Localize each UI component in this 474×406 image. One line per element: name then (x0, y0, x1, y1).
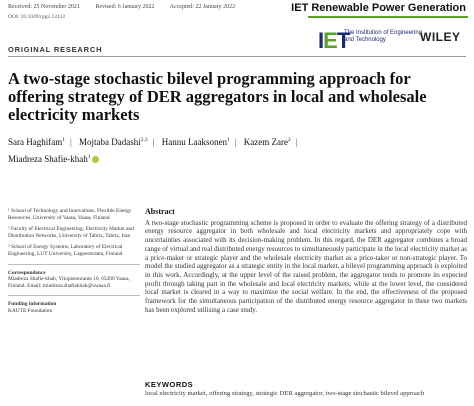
article-type: ORIGINAL RESEARCH (8, 45, 103, 54)
author-name: Kazem Zare (243, 137, 288, 147)
author-list: Sara Haghifam$^1$ | Mojtaba Dadashi$^{2,3}$ | Hannu Laaksonen$^1$ | Kazem Zare$^2$ | Miadreza Shafie-khah$^1$ (8, 137, 298, 164)
publisher-logo: WILEY (420, 30, 461, 44)
doi-link[interactable]: DOI: 10.1049/rpg2.12412 (8, 14, 66, 20)
logo-letter-t: T (336, 28, 350, 53)
accepted-date: Accepted: 22 January 2022 (169, 4, 236, 10)
author-affil: 1 (226, 137, 230, 143)
author-3[interactable] (162, 137, 230, 147)
divider (8, 264, 140, 265)
journal-accent-line (308, 16, 468, 18)
author-4[interactable] (244, 137, 291, 147)
affiliation-1: ¹ School of Technology and Innovations, Flexible Energy Resources, University of Vaasa, Vaasa, Finland (8, 208, 132, 221)
author-affil: 2 (287, 137, 291, 143)
left-column (8, 208, 140, 315)
abstract-body: A two-stage stochastic programming scheme is proposed in order to evaluate the offering strategy of a distributed energy resource aggregator in both wholesale and local electricity markets and appropriately cope with uncertainties associated with its decision-making problem. In this regard, the DER aggregator combines a broad range of virtual and real distributed energy resources to simultaneously participate in the local electricity market as a price-maker or strategic player and the wholesale electricity market as a price-taker or non-strategic player. To model the studied aggregator as a strategic entity in the local market, a bilevel programming approach is exploited in this work. Accordingly, at the upper level of the raised problem, the aggregator tends to promote its expected profit through taking part in the wholesale and local electricity markets, while at the lower level, the considered local market is cleared in a way to maximise the social welfare. In the end, the effectiveness of the proposed framework for the simultaneous participation of the distributed energy resource aggregator in these two markets has been explored utilising a case study. (145, 218, 467, 314)
author-name: Sara Haghifam (8, 137, 63, 147)
affiliation-2: ² Faculty of Electrical Engineering, Electricity Market and Distribution Networks, University of Tabriz, Tabriz, Iran (8, 226, 134, 239)
article-dates (8, 4, 249, 10)
divider (8, 56, 466, 57)
author-2[interactable] (79, 137, 148, 147)
logo-letter-e: E (323, 28, 337, 53)
keywords-text: local electricity market, offering strategy, strategic DER aggregator, two-stage stochastic bilevel approach (145, 390, 425, 397)
revised-date: Revised: 6 January 2022 (95, 4, 155, 10)
funding-heading: Funding information (8, 301, 57, 308)
institution-name: The Institution of Engineering and Technology (344, 30, 423, 43)
author-5[interactable] (8, 154, 99, 164)
divider (8, 295, 140, 296)
author-name: Miadreza Shafie-khah (8, 154, 88, 164)
author-1[interactable] (8, 137, 65, 147)
paper-title: A two-stage stochastic bilevel programming approach for offering strategy of DER aggregators in local and wholesale electricity markets (8, 69, 427, 124)
funding-text: KAUTE Foundation (8, 307, 53, 314)
abstract-heading: Abstract (145, 207, 175, 216)
correspondence-text: Miadreza Shafie-khah, Yliopistonranta 10, 65200 Vaasa, Finland. Email: miadreza.shafiekhah@uwasa.fi (8, 276, 130, 289)
journal-name: IET Renewable Power Generation (291, 2, 466, 14)
orcid-icon[interactable] (92, 156, 99, 163)
correspondence-heading: Correspondence (8, 269, 46, 276)
author-affil: 1 (87, 154, 91, 160)
author-affil: 1 (62, 137, 65, 143)
abstract-section (145, 208, 467, 314)
keywords-heading: KEYWORDS (145, 380, 194, 389)
affiliation-3: ³ School of Energy Systems, Laboratory of Electrical Engineering, LUT University, Lappeenranta, Finland (8, 244, 123, 257)
author-name: Hannu Laaksonen (161, 137, 227, 147)
author-name: Mojtaba Dadashi (79, 137, 141, 147)
logo-letter-i: I (318, 28, 324, 53)
author-affil: 2,3 (140, 137, 148, 143)
received-date: Received: 25 November 2021 (8, 4, 80, 10)
